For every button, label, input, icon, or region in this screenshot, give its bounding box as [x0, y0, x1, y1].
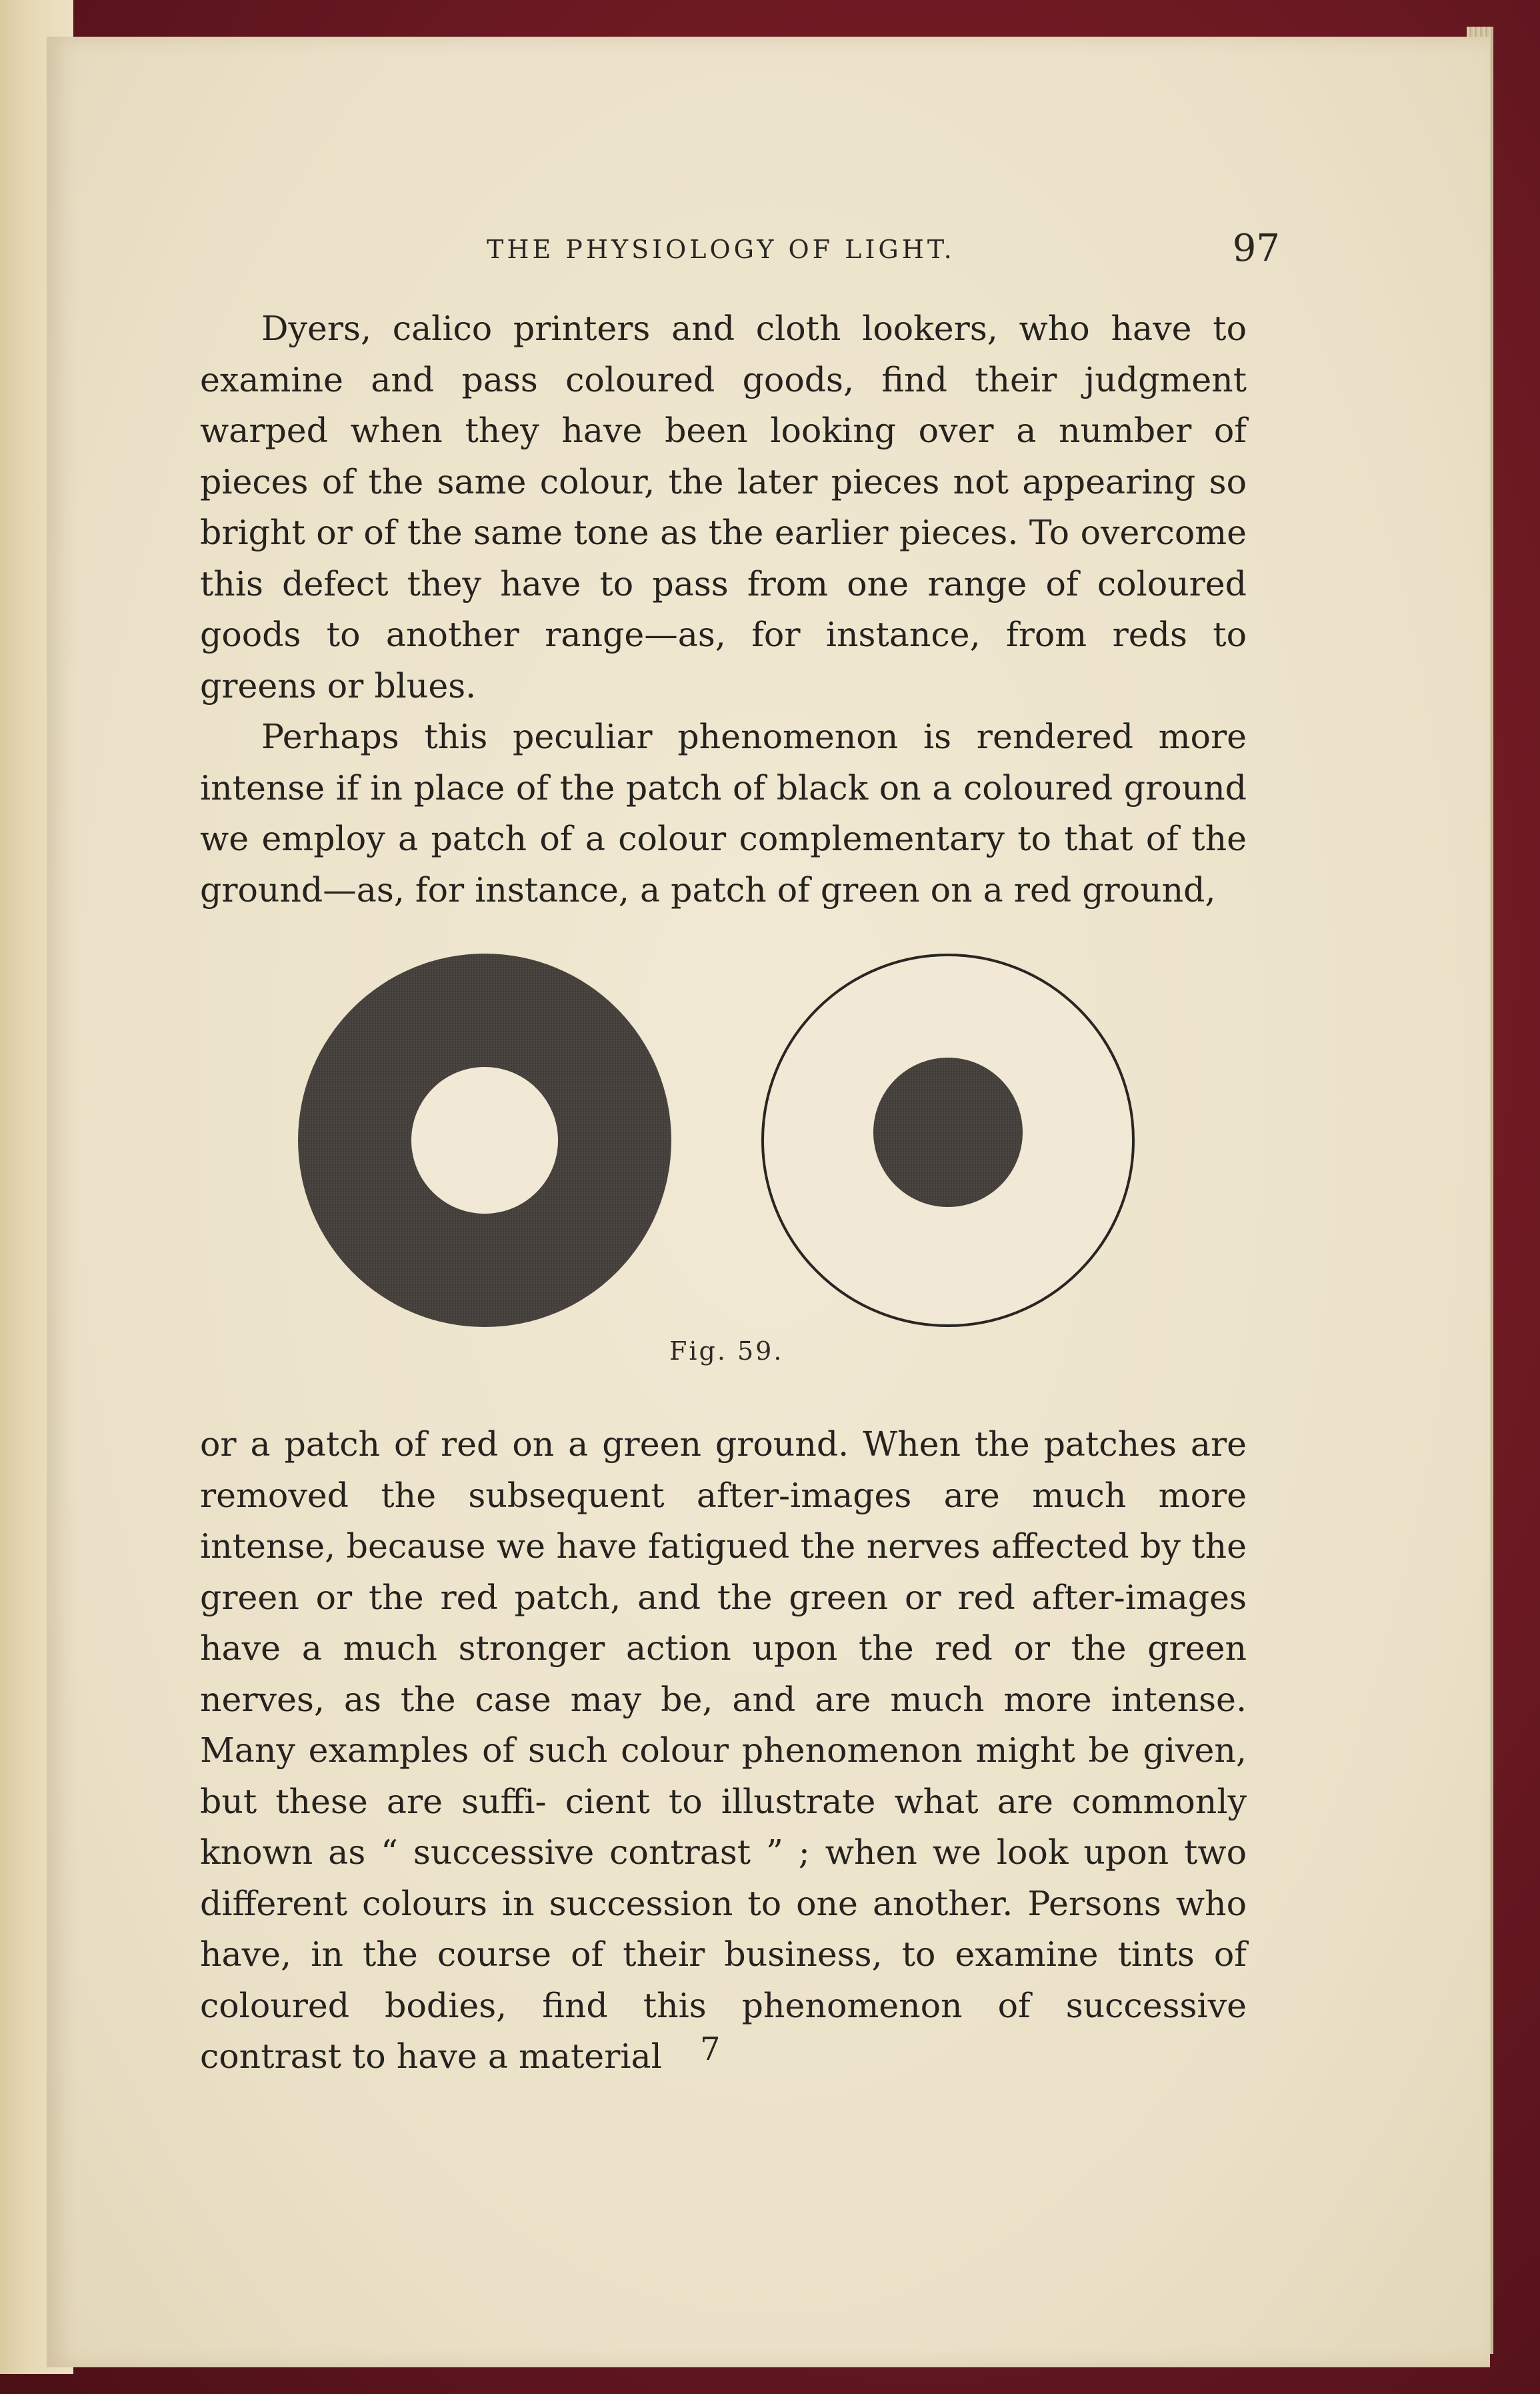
paragraph: Perhaps this peculiar phenomenon is rendered more intense if in place of the patch of black on a coloured ground we employ a patch of a colour complementary to that of the ground—as, for instance, a patch of green on a red ground, [200, 717, 1247, 910]
running-header [200, 200, 1280, 273]
paragraph: or a patch of red on a green ground. When the patches are removed the subsequent after-images are much more intense, because we have fatigued the nerves affected by the green or the red patch, and the green or red after-images have a much stronger action upon the red or the green nerves, as the case may be, and are much more intense. Many examples of such colour phenomenon might be given, but these are suffi- cient to illustrate what are commonly known as “ successive contrast ” ; when we look upon two different colours in succession to one another. Persons who have, in the course of their business, to examine tints of coloured bodies, find this phenomenon of successive contrast to have a material [200, 1424, 1247, 2076]
text-block-top [200, 303, 1247, 916]
figure-illustration [287, 927, 1167, 1340]
figure-59 [287, 927, 1167, 1340]
running-head-title: THE PHYSIOLOGY OF LIGHT. [487, 235, 955, 264]
dark-center-patch [873, 1058, 1023, 1207]
figure-caption: Fig. 59. [669, 1336, 784, 1366]
text-block-bottom [200, 1419, 1247, 2083]
light-center-patch [411, 1067, 558, 1214]
signature-mark: 7 [700, 2031, 721, 2068]
paragraph: Dyers, calico printers and cloth lookers, who have to examine and pass coloured goods, find their judgment warped when they have been looking over a number of pieces of the same colour, the later pieces not appearing so bright or of the same tone as the earlier pieces. To overcome this defect they have to pass from one range of coloured goods to another range—as, for instance, from reds to greens or blues. [200, 309, 1247, 706]
page-number: 97 [1232, 227, 1280, 270]
